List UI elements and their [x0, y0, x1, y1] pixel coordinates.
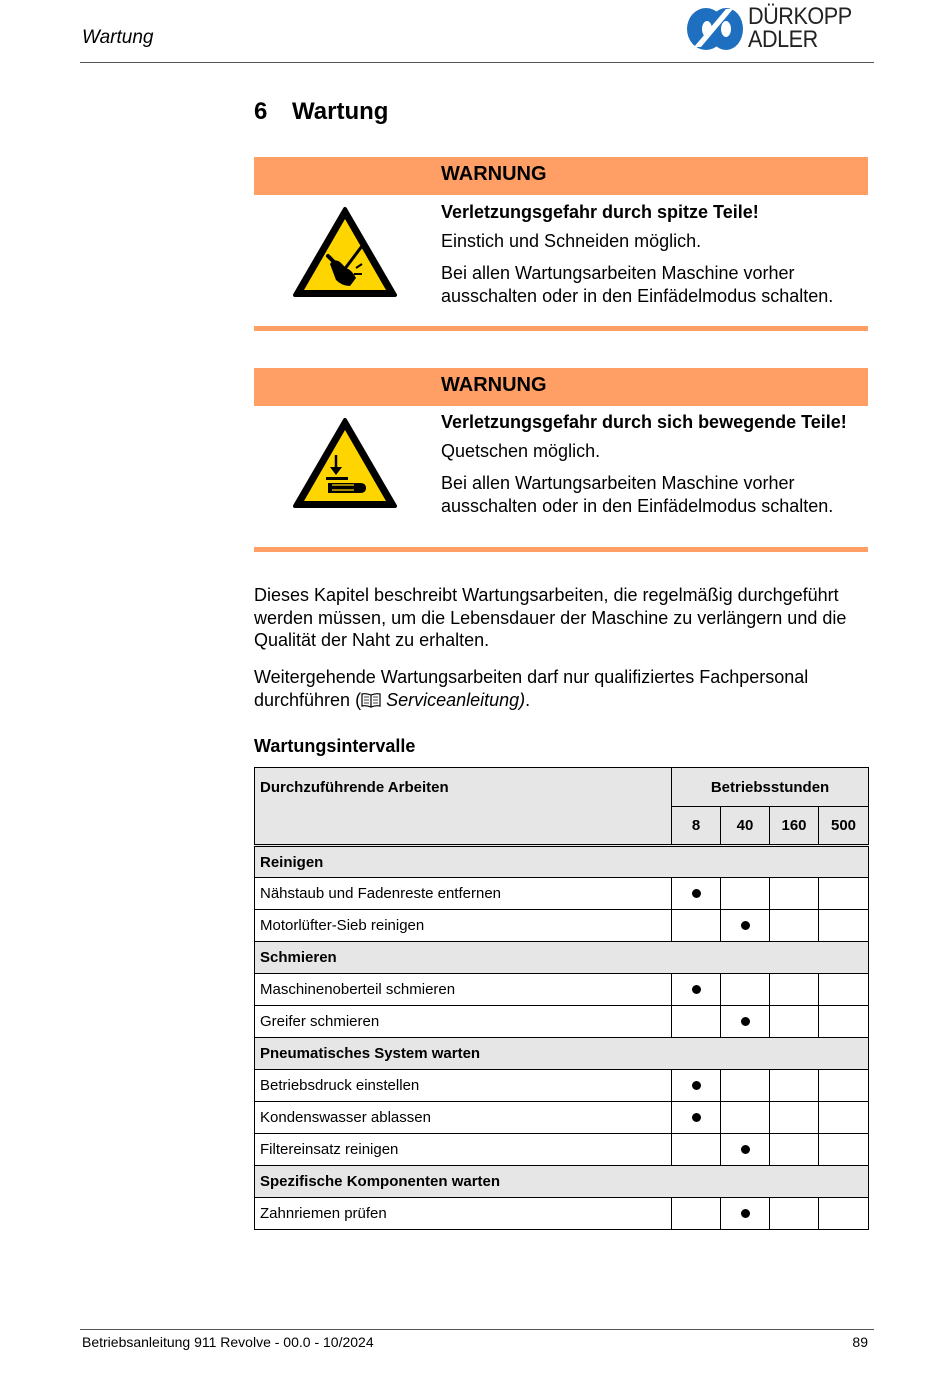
- warning-label: WARNUNG: [441, 374, 547, 396]
- interval-cell: [672, 910, 721, 942]
- section-title: Pneumatisches System warten: [255, 1038, 869, 1070]
- service-manual-reference[interactable]: Serviceanleitung): [386, 689, 526, 710]
- interval-cell: [721, 974, 770, 1006]
- interval-cell: [819, 1198, 869, 1230]
- interval-cell: [721, 1198, 770, 1230]
- task-cell: Greifer schmieren: [255, 1006, 672, 1038]
- task-cell: Kondenswasser ablassen: [255, 1102, 672, 1134]
- warning-label: WARNUNG: [441, 163, 547, 185]
- interval-cell: [770, 974, 819, 1006]
- section-row: [255, 846, 869, 878]
- interval-cell: [721, 1006, 770, 1038]
- table-row: [255, 1070, 869, 1102]
- brand-logo-icon: [686, 7, 744, 51]
- task-cell: Zahnriemen prüfen: [255, 1198, 672, 1230]
- table-title: Wartungsintervalle: [254, 736, 416, 756]
- interval-cell: [721, 878, 770, 910]
- section-title: Schmieren: [255, 942, 869, 974]
- warning-consequence: Quetschen möglich.: [441, 441, 601, 461]
- warning-text: [441, 201, 868, 317]
- table-row: [255, 878, 869, 910]
- interval-cell: [819, 1102, 869, 1134]
- interval-cell: [770, 1006, 819, 1038]
- section-title: Reinigen: [255, 846, 869, 878]
- interval-cell: [672, 1134, 721, 1166]
- interval-cell: [721, 1102, 770, 1134]
- interval-header: 40: [721, 807, 770, 846]
- task-cell: Filtereinsatz reinigen: [255, 1134, 672, 1166]
- interval-cell: [672, 1070, 721, 1102]
- warning-box-moving-parts: [254, 368, 868, 554]
- interval-cell: [770, 910, 819, 942]
- warning-header: [254, 368, 868, 406]
- interval-cell: [770, 878, 819, 910]
- warning-consequence: Einstich und Schneiden möglich.: [441, 231, 702, 251]
- chapter-number: 6: [254, 98, 268, 125]
- interval-cell: [819, 1134, 869, 1166]
- interval-cell: [672, 1198, 721, 1230]
- interval-cell: [819, 974, 869, 1006]
- chapter-title-text: Wartung: [292, 98, 389, 125]
- footer-document-id: Betriebsanleitung 911 Revolve - 00.0 - 10/2024: [82, 1334, 374, 1350]
- warning-bottom-bar: [254, 326, 868, 331]
- book-reference-icon: [361, 692, 381, 708]
- interval-cell: [819, 878, 869, 910]
- warning-header: [254, 157, 868, 195]
- warning-instruction: Bei allen Wartungsarbeiten Maschine vorher ausschalten oder in den Einfädelmodus schalten.: [441, 473, 834, 516]
- warning-text: [441, 411, 868, 527]
- footer-page-number: 89: [852, 1334, 868, 1350]
- interval-cell: [770, 1102, 819, 1134]
- moving-parts-crush-warning-icon: [292, 417, 398, 509]
- brand-name-line1: DÜRKOPP: [748, 3, 852, 30]
- interval-cell: [721, 1134, 770, 1166]
- footer-rule: [80, 1329, 874, 1330]
- interval-cell: [672, 1102, 721, 1134]
- brand-logo: [686, 5, 872, 53]
- interval-cell: [819, 1070, 869, 1102]
- interval-cell: [721, 910, 770, 942]
- interval-header: 8: [672, 807, 721, 846]
- brand-name: [748, 5, 852, 51]
- header-rule: [80, 62, 874, 63]
- interval-mark-dot: [692, 1113, 701, 1122]
- task-cell: Motorlüfter-Sieb reinigen: [255, 910, 672, 942]
- task-cell: Nähstaub und Fadenreste entfernen: [255, 878, 672, 910]
- table-row: [255, 1198, 869, 1230]
- section-title: Spezifische Komponenten warten: [255, 1166, 869, 1198]
- sharp-parts-warning-icon: [292, 206, 398, 298]
- further-text: Weitergehende Wartungsarbeiten darf nur qualifiziertes Fachpersonal durchführen (: [254, 667, 809, 710]
- maintenance-intervals-table: [254, 767, 869, 1230]
- chapter-title: [254, 98, 388, 126]
- intro-paragraph: Dieses Kapitel beschreibt Wartungsarbeiten, die regelmäßig durchgeführt werden müssen, um die Lebensdauer der Maschine zu verlängern und die Qualität der Naht zu erhalten.: [254, 585, 847, 650]
- interval-mark-dot: [692, 1081, 701, 1090]
- further-end: .: [525, 689, 531, 710]
- warning-heading: Verletzungsgefahr durch sich bewegende Teile!: [441, 412, 847, 432]
- warning-instruction: Bei allen Wartungsarbeiten Maschine vorher ausschalten oder in den Einfädelmodus schalten.: [441, 263, 834, 306]
- table-row: [255, 974, 869, 1006]
- interval-cell: [770, 1198, 819, 1230]
- interval-cell: [672, 1006, 721, 1038]
- interval-mark-dot: [741, 1209, 750, 1218]
- warning-heading: Verletzungsgefahr durch spitze Teile!: [441, 202, 759, 222]
- interval-mark-dot: [741, 1145, 750, 1154]
- brand-name-line2: ADLER: [748, 26, 818, 53]
- task-cell: Maschinenoberteil schmieren: [255, 974, 672, 1006]
- interval-cell: [672, 878, 721, 910]
- header-section-title: Wartung: [82, 27, 154, 48]
- table-row: [255, 1134, 869, 1166]
- column-header-hours: Betriebsstunden: [672, 768, 869, 807]
- interval-cell: [672, 974, 721, 1006]
- section-row: [255, 1166, 869, 1198]
- further-paragraph: [254, 666, 868, 711]
- interval-mark-dot: [692, 889, 701, 898]
- interval-cell: [770, 1070, 819, 1102]
- interval-mark-dot: [692, 985, 701, 994]
- table-row: [255, 1102, 869, 1134]
- interval-header: 160: [770, 807, 819, 846]
- interval-cell: [721, 1070, 770, 1102]
- interval-mark-dot: [741, 1017, 750, 1026]
- section-row: [255, 942, 869, 974]
- interval-cell: [819, 910, 869, 942]
- interval-cell: [770, 1134, 819, 1166]
- interval-cell: [819, 1006, 869, 1038]
- interval-header: 500: [819, 807, 869, 846]
- section-row: [255, 1038, 869, 1070]
- table-row: [255, 910, 869, 942]
- table-row: [255, 1006, 869, 1038]
- task-cell: Betriebsdruck einstellen: [255, 1070, 672, 1102]
- warning-box-sharp-parts: [254, 157, 868, 333]
- warning-bottom-bar: [254, 547, 868, 552]
- interval-mark-dot: [741, 921, 750, 930]
- column-header-work: Durchzuführende Arbeiten: [255, 768, 672, 846]
